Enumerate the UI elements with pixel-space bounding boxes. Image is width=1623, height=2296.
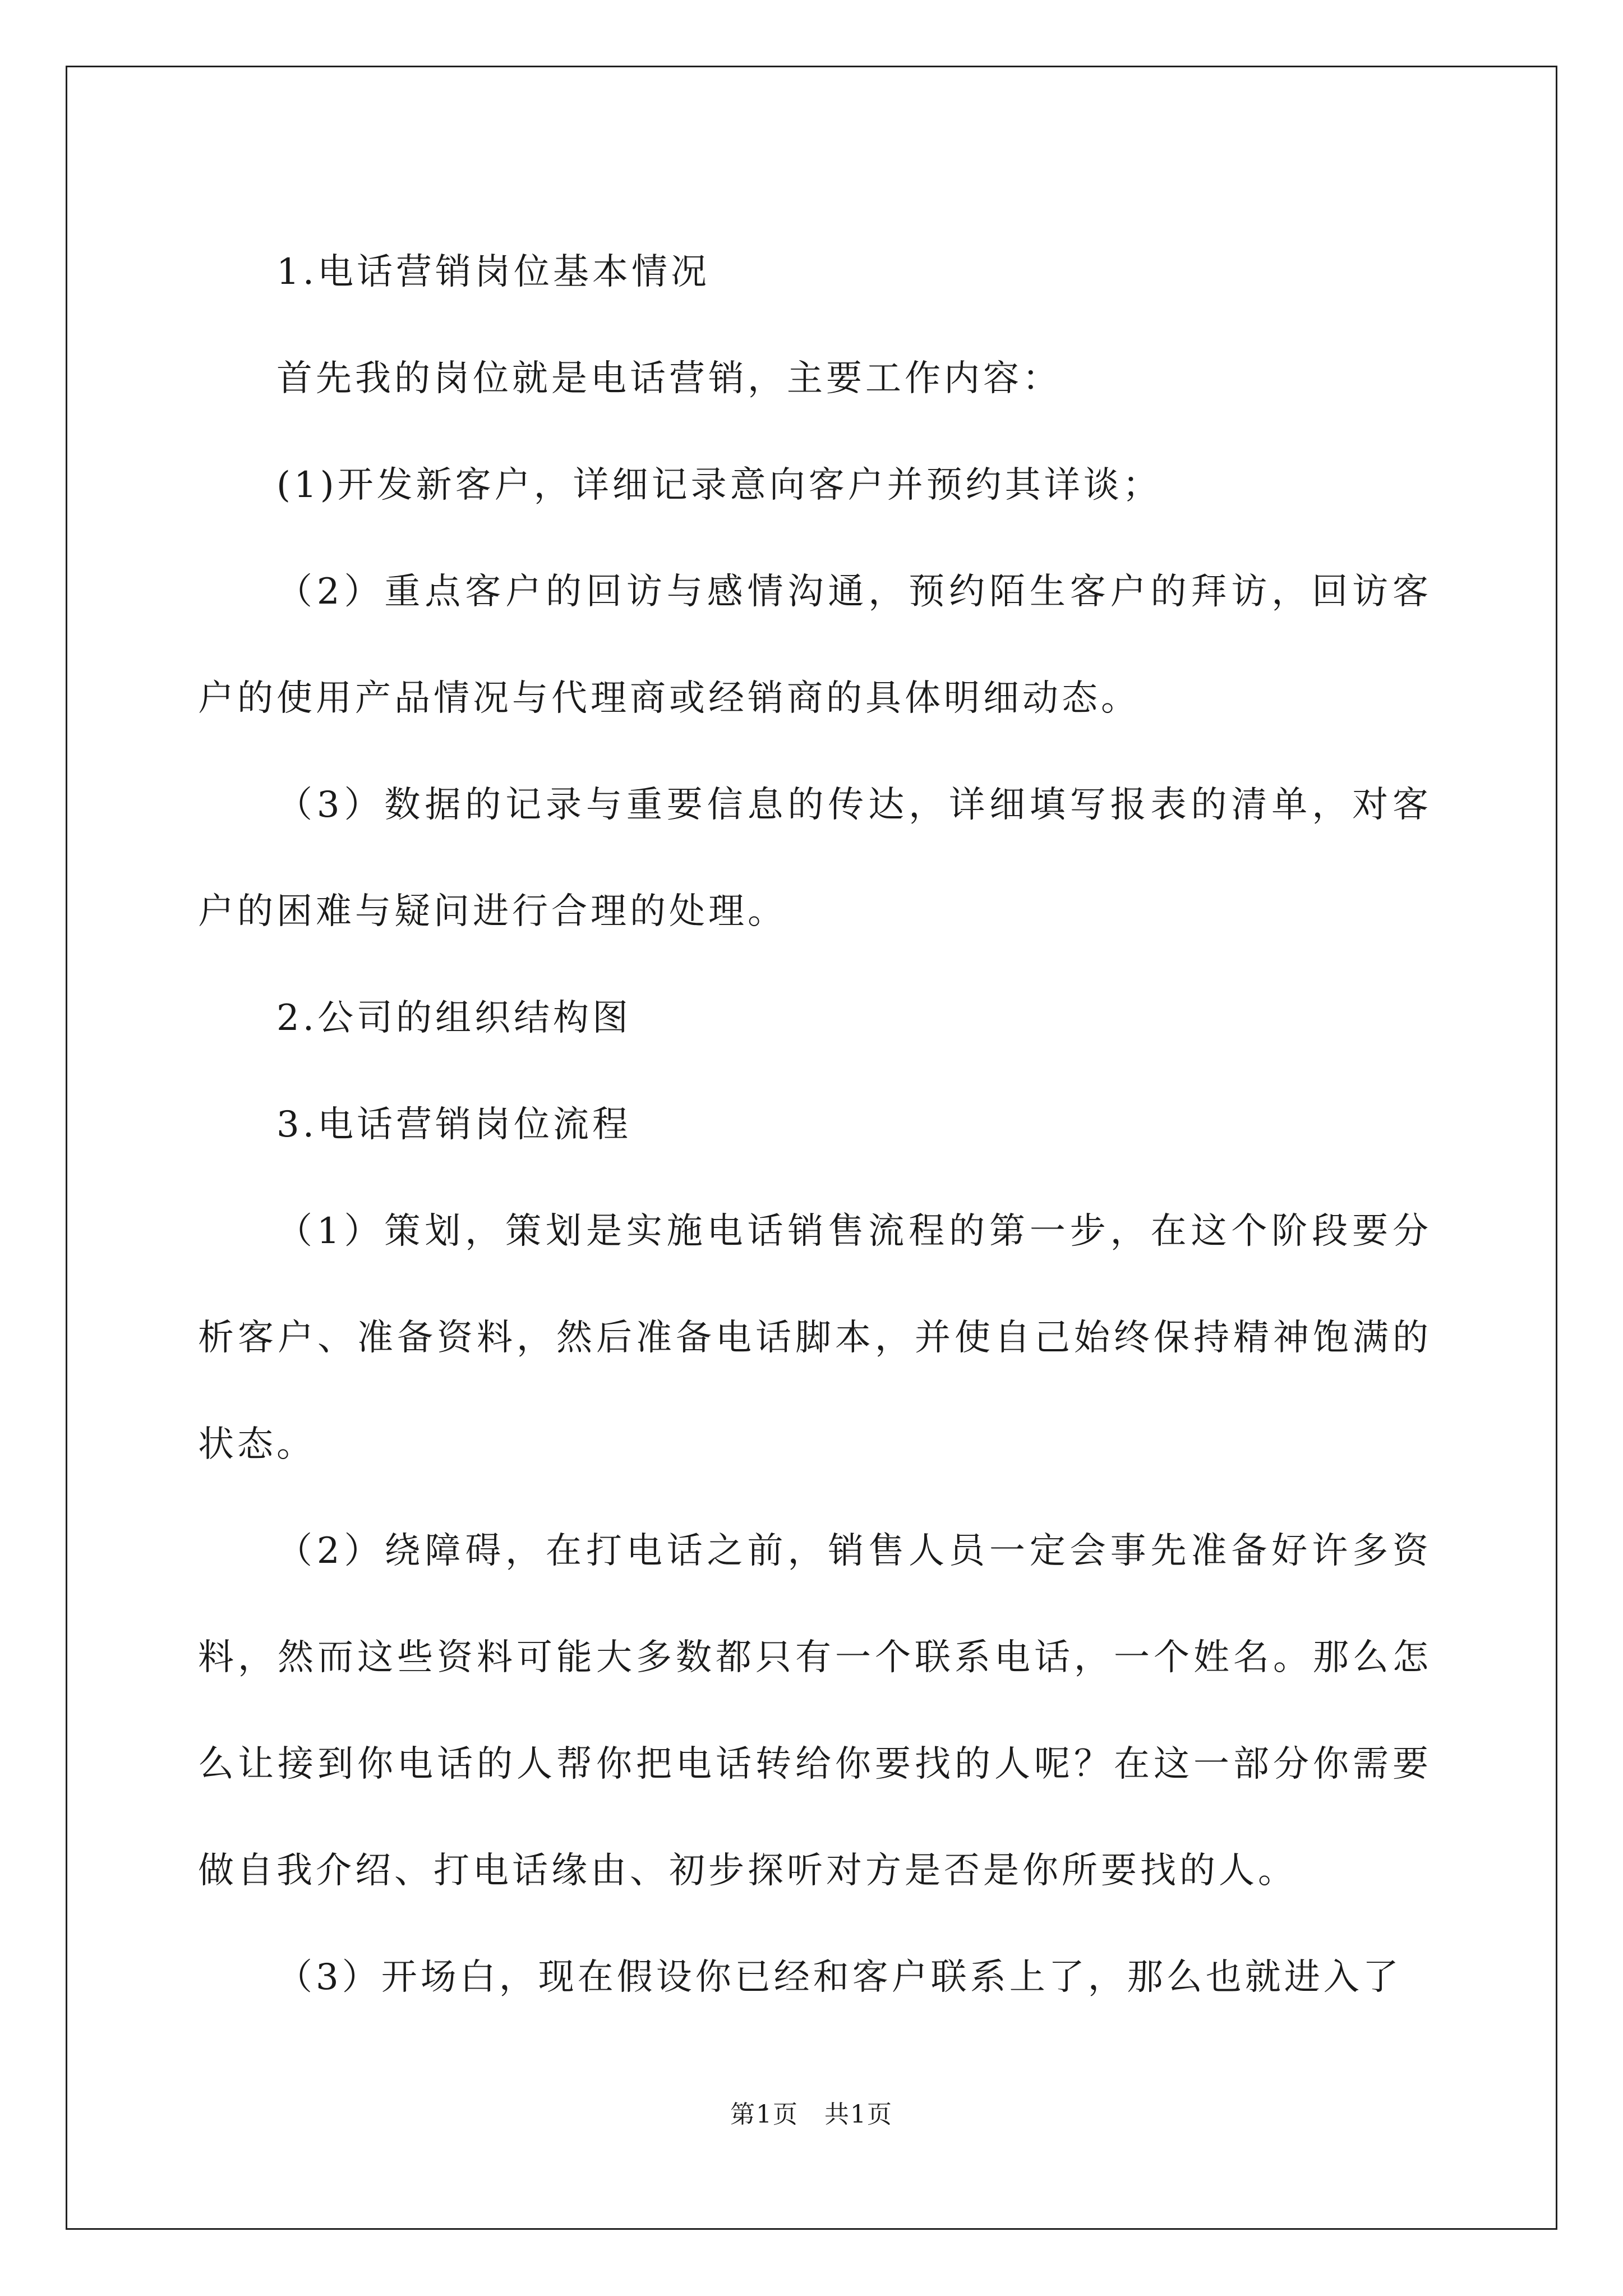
heading-3: 3.电话营销岗位流程: [276, 1104, 632, 1145]
paragraph-item: （2）绕障碍，在打电话之前，销售人员一定会事先准备好许多资料，然而这些资料可能大多数都只有一个联系电话，一个姓名。那么怎么让接到你电话的人帮你把电话转给你要找的人呢？在这一部分你需要做自我介绍、打电话缘由、初步探听对方是否是你所要找的人。: [198, 1530, 1432, 1892]
paragraph-intro: 首先我的岗位就是电话营销，主要工作内容：: [276, 358, 1062, 399]
document-body: [198, 219, 1432, 2031]
heading-1: 1.电话营销岗位基本情况: [276, 251, 711, 293]
paragraph-item: （3）开场白，现在假设你已经和客户联系上了，那么也就进入了: [276, 1957, 1402, 1998]
paragraph-item: (1)开发新客户，详细记录意向客户并预约其详谈；: [276, 464, 1162, 506]
paragraph-item: （2）重点客户的回访与感情沟通，预约陌生客户的拜访，回访客户的使用产品情况与代理商或经销商的具体明细动态。: [198, 571, 1432, 719]
paragraph-item: （1）策划，策划是实施电话销售流程的第一步，在这个阶段要分析客户、准备资料，然后准备电话脚本，并使自己始终保持精神饱满的状态。: [198, 1211, 1432, 1465]
paragraph-item: （3）数据的记录与重要信息的传达，详细填写报表的清单，对客户的困难与疑问进行合理的处理。: [198, 784, 1432, 932]
heading-2: 2.公司的组织结构图: [276, 997, 632, 1039]
page-number: 第1页 共1页: [730, 2100, 893, 2129]
